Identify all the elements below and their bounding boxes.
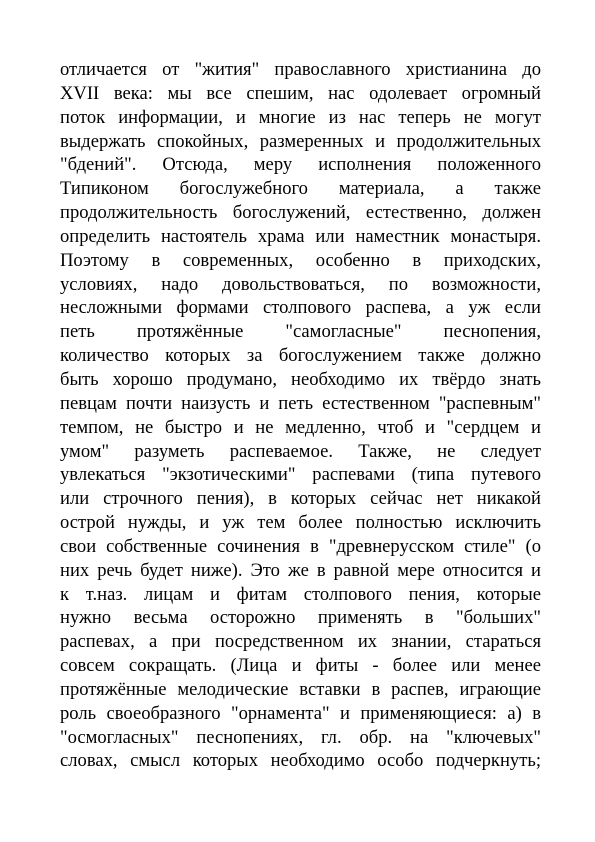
text-line: словах, смысл которых необходимо особо подчеркнуть; (60, 750, 541, 772)
text-line: количество которых за богослужением также должно (60, 345, 541, 367)
text-line: нужно весьма осторожно применять в "больших" (60, 607, 541, 629)
text-line: выдержать спокойных, размеренных и продолжительных (60, 130, 541, 152)
text-line: умом" разуметь распеваемое. Также, не следует (60, 440, 541, 462)
text-line: острой нужды, и уж тем более полностью исключить (60, 512, 541, 534)
text-line: протяжённые мелодические вставки в распев, играющие (60, 678, 541, 700)
text-line: быть хорошо продумано, необходимо их твёрдо знать (60, 368, 541, 390)
text-line: Поэтому в современных, особенно в приходских, (60, 249, 541, 271)
text-line: к т.наз. лицам и фитам столпового пения, которые (60, 583, 541, 605)
document-page (60, 58, 541, 773)
text-line: "бдений". Отсюда, меру исполнения положенного (60, 154, 541, 176)
text-line: определить настоятель храма или наместник монастыря. (60, 225, 541, 247)
text-line: совсем сокращать. (Лица и фиты - более или менее (60, 655, 541, 677)
text-line: свои собственные сочинения в "древнерусском стиле" (о (60, 535, 541, 557)
text-line: распевах, а при посредственном их знании, стараться (60, 631, 541, 653)
text-line: XVII века: мы все спешим, нас одолевает огромный (60, 82, 541, 104)
text-line: несложными формами столпового распева, а уж если (60, 297, 541, 319)
text-line: "осмогласных" песнопениях, гл. обр. на "ключевых" (60, 726, 541, 748)
text-line: них речь будет ниже). Это же в равной мере относится и (60, 559, 541, 581)
text-line: условиях, надо довольствоваться, по возможности, (60, 273, 541, 295)
text-line: темпом, не быстро и не медленно, чтоб и "сердцем и (60, 416, 541, 438)
text-line: Типиконом богослужебного материала, а также (60, 178, 541, 200)
text-line: продолжительность богослужений, естественно, должен (60, 202, 541, 224)
text-line: отличается от "жития" православного христианина до (60, 59, 541, 80)
text-line: роль своеобразного "орнамента" и применяющиеся: а) в (60, 702, 541, 724)
text-line: певцам почти наизусть и петь естественном "распевным" (60, 392, 541, 414)
text-line: увлекаться "экзотическими" распевами (типа путевого (60, 464, 541, 486)
text-line: поток информации, и многие из нас теперь не могут (60, 106, 541, 128)
text-line: или строчного пения), в которых сейчас нет никакой (60, 488, 541, 510)
text-line: петь протяжённые "самогласные" песнопения, (60, 321, 541, 343)
